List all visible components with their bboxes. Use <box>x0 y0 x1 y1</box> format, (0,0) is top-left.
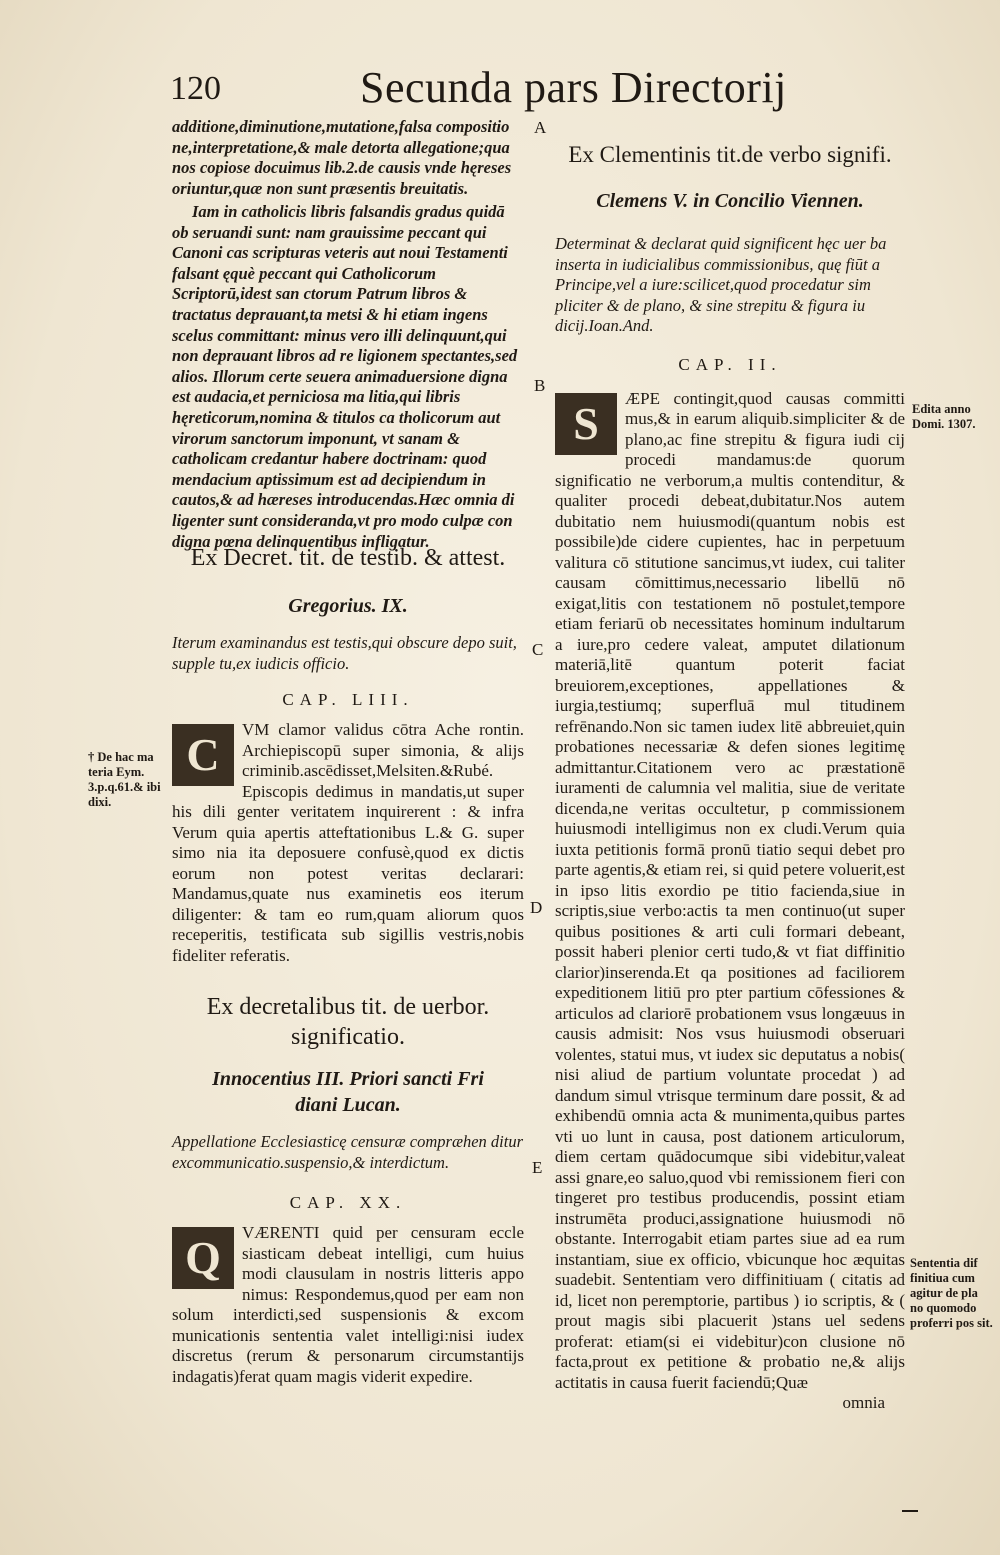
page-header <box>170 62 787 118</box>
left-paragraph-2: Iam in catholicis libris falsandis gradus quidā ob seruandi sunt: nam grauissime peccant qui Canoni cas scripturas veteris aut noui Testamenti falsant ęquè peccant qui Catholicorum Scriptorū,idest san ctorum Patrum libros & tractatus deprauant,ta metsi & hi etiam ingens scelus committant: minus vero illi delinquunt,qui non deprauant libros ad re ligionem spectantes,sed alios. Illorum certe seuera animaduersione digna est audacia,et perniciosa ma litia,qui libris hęreticorum,nomina & titulos ca tholicorum aut virorum sanctorum imponunt, vt sanam & catholicam credantur habere doctrinam: quod mendacium aptissimum est ad decipiendum in cautos,& ad hæreses introducendas.Hæc omnia di ligenter sunt consideranda,vt pro modo culpæ con digna pœna delinquentibus infligatur. <box>172 202 518 551</box>
chapter-label-xx: CAP. XX. <box>289 1193 407 1212</box>
chapter-body-ii: ÆPE contingit,quod causas committi mus,& in earum aliquib.simpliciter & de plano,ac fine strepitu & figura iudi cij procedi mandamus:de quorum significatio ne verborum,a multis contenditur, & qualiter procedi debeat,dubitatur.Nos autem dubitatio nem huiusmodi(quantum nobis est possibile)de cidere cupientes, hac in perpetuum valitura cō stitutione sancimus,vt iudex, cui taliter causam cōmittimus,necessario libellū nō exigat,litis con testationem nō postulet,tempore etiam feriarū ob necessitates hominum indultarum a iure,pro cedere valeat, amputet dilationum materiā,litē quantum poterit faciat breuiorem,exceptiones, appellationes & iurgia,testiumq; superfluā mul titudinem refrēnando.Non sic tamen iudex litē abbreuiet,quin probationes necessariæ & defen siones legitimę admittantur.Citationem vero ac præstationē iuramenti de calumnia vel malitia, siue de veritate dicenda,ne veritas occultetur, p commissionem huiusmodi intelligimus non ex cludi.Verum quia iuxta petitionis formā pronū tiatio sequi debet pro parte agentis,& etiam rei, si quid petere voluerit,est in ipso litis exordio pe titio facienda,siue in scriptis,siue verbo:actis ta men continuo(ut super quibus positiones & arti culi formari debeant, possit haberi plenior certi tudo,& vt fiat diffinitio clarior)inserenda.Et qa positiones ad faciliorem expeditionem litiū pro pter partium cōfessiones & articulos ad clariorē probationem vsus longæuus in causis admisit: Nos vsus huiusmodi obseruari volentes, statui mus, vt iudex sic deputatus a nobis( nisi aliud de partium voluntate procedat ) ad dandum simul vtrisque terminum dare possit, & ad exhibendū omnia acta & munimenta,quibus partes vti uo lunt in causa, post dationem articulorum, diem certam quādocumque sibi videbitur,valeat assi gnare,eo saluo,quod vbi remissionem fieri con tingeret pro testibus producendis, possint etiam instrumēta produci,assignatione huiusmodi nō obstante. Interrogabit etiam partes siue ad ea rum instantiam, siue ex officio, vbicunque hoc æquitas suadebit. Sententiam vero diffinitiuam ( citatis ad id, licet non peremptorie, partibus ) io scriptis, & ( prout magis sibi placuerit )stans uel sedens proferat: etiam(si ei videbitur)con clusione nō facta,prout ex petitione & probatio ne,& alijs actitatis in causa fuerit faciendū;Quæ <box>555 388 905 1392</box>
chapter-label-liii: CAP. LIII. <box>282 690 414 709</box>
chapter-body-liii: VM clamor validus cōtra Ache rontin. Archiepiscopū super simonia, & alijs criminib.ascēdisset,Melsiten.&Rubé. Episcopis dedimus in mandatis,ut super his dili genter veritatem inquirerent : & infra Verum quia apertis atteftationibus L.& G. super simo nia ita deposuere confusè,quod ex dictis eorum non potest veritas declarari: Mandamus,quate nus examinetis eos iterum diligenter: & tam eo rum,quam aliorum quos receperitis, testificata sub sigillis vestris,nobis fideliter referatis. <box>172 720 524 965</box>
section-letter-a: A <box>534 118 547 137</box>
decorated-initial: S <box>555 393 617 455</box>
subheading-gregorius: Gregorius. IX. <box>288 595 408 617</box>
margin-note-left: † De hac ma teria Eym. 3.p.q.61.& ibi dixi. <box>88 750 161 809</box>
summary-innocentius: Appellatione Ecclesiasticę censuræ compræhen ditur excommunicatio.suspensio,& interdictum. <box>172 1132 524 1172</box>
section-letter-c: C <box>532 640 544 659</box>
section-letter-b: B <box>534 376 546 395</box>
chapter-text-xx <box>172 1223 524 1387</box>
catchword-rule <box>902 1510 918 1512</box>
summary-clemens: Determinat & declarat quid significent hęc uer ba inserta in iudicialibus commissionibus, quę fiūt a Principe,vel a iure:scilicet,quod procedatur sim pliciter & de plano, & sine strepitu & figura iu dicij.Ioan.And. <box>555 234 887 335</box>
section-heading-decretalibus-1: Ex decretalibus tit. de uerbor. <box>206 994 490 1020</box>
decorated-initial: C <box>172 724 234 786</box>
margin-note-edita: Edita anno Domi. 1307. <box>912 402 976 431</box>
section-letter-e: E <box>532 1158 543 1177</box>
catchword: omnia <box>842 1393 885 1412</box>
section-heading-decret: Ex Decret. tit. de testib. & attest. <box>190 545 506 571</box>
running-head: Secunda pars Directorij <box>360 63 787 112</box>
chapter-body-xx: VÆRENTI quid per censuram eccle siasticam debeat intelligi, cum huius modi clausulam in nostris litteris appo nimus: Respondemus,quod per eam non solum interdicti,sed suspensionis & excom municationis sententia valet intelligi:nisi iudex discretus (rerum & personarum circumstantijs indagatis)ferat quam magis viderit expedire. <box>172 1223 524 1386</box>
subheading-innocentius-1: Innocentius III. Priori sancti Fri <box>212 1068 484 1090</box>
right-column <box>555 140 905 1414</box>
section-heading-decretalibus-2: significatio. <box>291 1024 405 1050</box>
chapter-text-ii <box>555 389 905 1414</box>
margin-note-sententia: Sententia dif finitiua cum agitur de pla no quomodo proferri pos sit. <box>910 1256 993 1330</box>
chapter-label-ii: CAP. II. <box>678 354 782 374</box>
section-heading-clementinis: Ex Clementinis tit.de verbo signifi. <box>568 142 892 167</box>
left-paragraph-1: additione,diminutione,mutatione,falsa compositio ne,interpretatione,& male detorta allegatione;qua nos copiose docuimus lib.2.de causis vnde hęreses oriuntur,quæ non sunt præsentis breuitatis. <box>172 117 512 198</box>
decorated-initial: Q <box>172 1227 234 1289</box>
summary-gregorius: Iterum examinandus est testis,qui obscure depo suit, supple tu,ex iudicis officio. <box>172 633 517 673</box>
chapter-text-liii <box>172 720 524 966</box>
left-column <box>172 117 524 1387</box>
section-letter-d: D <box>530 898 543 917</box>
subheading-clemens: Clemens V. in Concilio Viennen. <box>596 190 864 212</box>
page-number: 120 <box>170 70 221 107</box>
subheading-innocentius-2: diani Lucan. <box>295 1094 401 1116</box>
